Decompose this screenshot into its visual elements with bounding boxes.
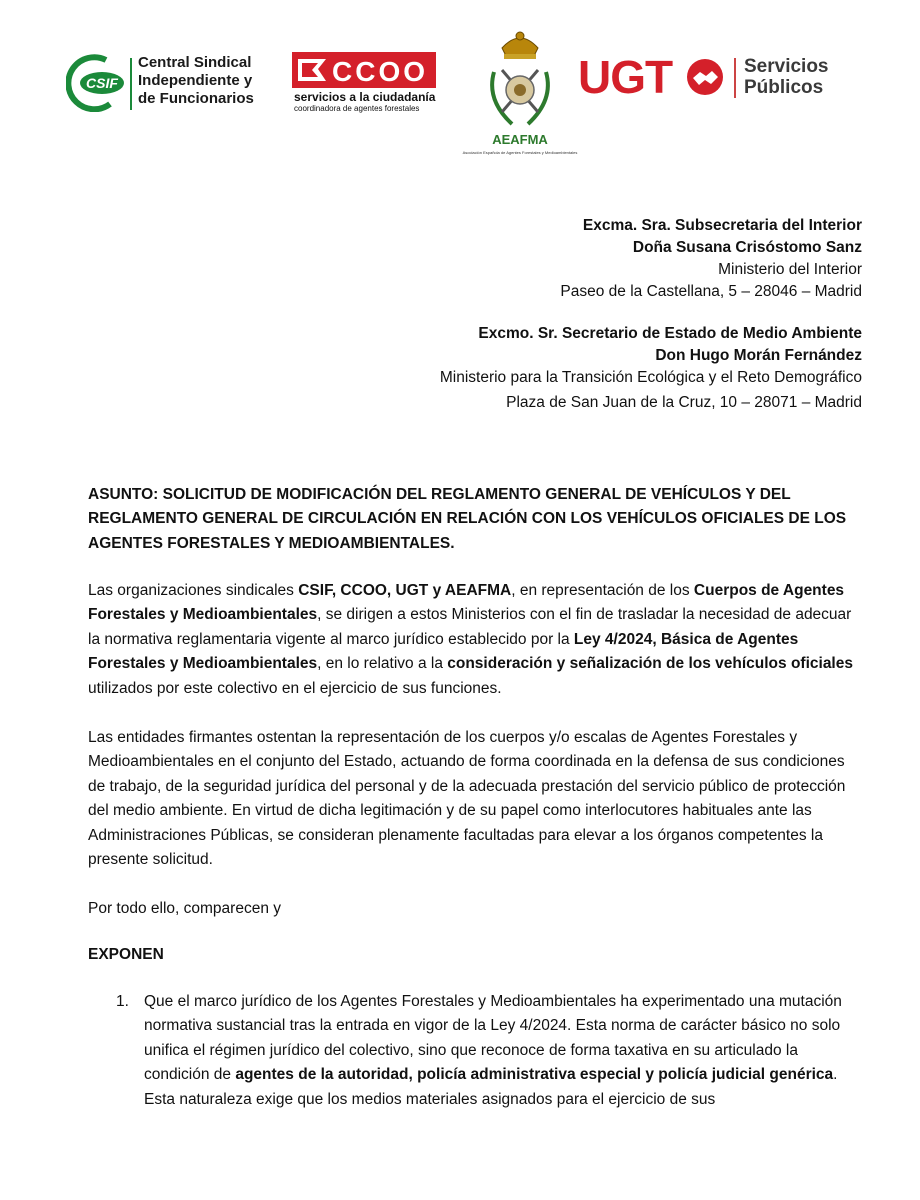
ccoo-flag-icon xyxy=(296,55,330,85)
recipient-2 xyxy=(440,323,862,414)
header-logos xyxy=(0,28,920,163)
paragraph-2: Las entidades firmantes ostentan la representación de los cuerpos y/o escalas de Agentes Forestales y Medioambientales en el conjunto del Estado, actuando de forma coordinada en la defensa de sus condiciones de trabajo, de la seguridad jurídica del personal y de la adecuada prestación del servicio público de protección del medio ambiente. En virtud de dicha legitimación y de su papel como interlocutores habituales ante las Administraciones Públicas, se consideran plenamente facultadas para elevar a los órganos competentes la presente solicitud. xyxy=(88,729,846,869)
para1-text1: Las organizaciones sindicales xyxy=(88,582,299,599)
paragraph-1 xyxy=(88,579,863,701)
recipient-1-address: Paseo de la Castellana, 5 – 28046 – Madrid xyxy=(560,283,862,300)
para1-bold1: CSIF, CCOO, UGT y AEAFMA xyxy=(298,582,512,599)
recipient-1-ministry: Ministerio del Interior xyxy=(718,261,862,278)
recipient-1-title: Excma. Sra. Subsecretaria del Interior xyxy=(582,217,862,234)
ugt-subtitle xyxy=(744,56,829,98)
recipient-2-name: Don Hugo Morán Fernández xyxy=(655,347,862,364)
ugt-logo xyxy=(578,52,848,112)
section-heading: EXPONEN xyxy=(88,946,164,963)
ugt-divider xyxy=(734,58,736,98)
list-item xyxy=(116,990,864,1112)
aeafma-word: AEAFMA xyxy=(492,132,548,147)
aeafma-subtitle: Asociación Española de Agentes Forestales y Medioambientales xyxy=(462,150,578,155)
recipient-2-address: Plaza de San Juan de la Cruz, 10 – 28071 – Madrid xyxy=(506,394,862,411)
list-item-text xyxy=(144,990,864,1112)
csif-badge: CSIF xyxy=(86,75,118,91)
ccoo-subtitle2: coordinadora de agentes forestales xyxy=(294,104,420,113)
para1-bold4: consideración y señalización de los vehículos oficiales xyxy=(447,655,853,673)
ccoo-logo xyxy=(292,52,442,122)
csif-name xyxy=(138,54,254,108)
recipient-1 xyxy=(560,215,862,303)
csif-emblem xyxy=(66,54,128,112)
para1-text5: utilizados por este colectivo en el ejercicio de sus funciones. xyxy=(88,679,502,697)
para1-text3: , se dirigen a estos Ministerios con el fin de trasladar la necesidad de adecuar la normativa reglamentaria vigente al marco jurídico establecido por la xyxy=(88,606,852,648)
ccoo-subtitle: servicios a la ciudadanía xyxy=(294,90,436,104)
para1-text4: , en lo relativo a la xyxy=(317,655,448,673)
recipient-2-ministry: Ministerio para la Transición Ecológica y el Reto Demográfico xyxy=(439,369,862,386)
para1-bold2: Cuerpos de Agentes Forestales y Medioambientales xyxy=(88,582,845,624)
ccoo-word: CCOO xyxy=(332,56,428,87)
ccoo-box xyxy=(292,52,436,88)
csif-line2: Independiente y xyxy=(138,72,253,89)
aeafma-logo xyxy=(460,28,590,160)
csif-line3: de Funcionarios xyxy=(138,90,254,107)
ugt-line1: Servicios xyxy=(744,56,829,77)
para1-text2: , en representación de los xyxy=(511,582,694,599)
handshake-icon xyxy=(686,58,724,96)
aeafma-emblem xyxy=(460,28,580,132)
subject: ASUNTO: SOLICITUD DE MODIFICACIÓN DEL REGLAMENTO GENERAL DE VEHÍCULOS Y DEL REGLAMENTO GENERAL DE CIRCULACIÓN EN RELACIÓN CON LOS VEHÍCULOS OFICIALES DE LOS AGENTES FORESTALES Y MEDIOAMBIENTALES. xyxy=(88,486,847,552)
paragraph-3: Por todo ello, comparecen y xyxy=(88,900,281,917)
recipient-1-name: Doña Susana Crisóstomo Sanz xyxy=(632,239,862,256)
ugt-letters: UGT xyxy=(578,51,673,103)
csif-logo xyxy=(66,54,276,114)
ugt-word xyxy=(578,50,672,104)
item1-text1: Que el marco jurídico de los Agentes Forestales y Medioambientales ha experimentado una mutación normativa sustancial tras la entrada en vigor de la Ley 4/2024. Esta norma de carácter básico no solo unifica el régimen jurídico del colectivo, sino que reconoce de forma taxativa en su articulado la condición de xyxy=(144,993,842,1084)
list-item-number: 1. xyxy=(116,993,129,1010)
item1-bold1: agentes de la autoridad, policía administrativa especial y policía judicial genérica xyxy=(235,1066,834,1084)
ugt-line2: Públicos xyxy=(744,77,824,98)
para1-bold3: Ley 4/2024, Básica de Agentes Forestales y Medioambientales xyxy=(88,630,799,673)
item1-text2: . Esta naturaleza exige que los medios materiales asignados para el ejercicio de sus xyxy=(144,1066,838,1108)
recipient-2-title: Excmo. Sr. Secretario de Estado de Medio Ambiente xyxy=(478,325,862,342)
csif-line1: Central Sindical xyxy=(138,54,252,71)
csif-divider xyxy=(130,58,132,110)
